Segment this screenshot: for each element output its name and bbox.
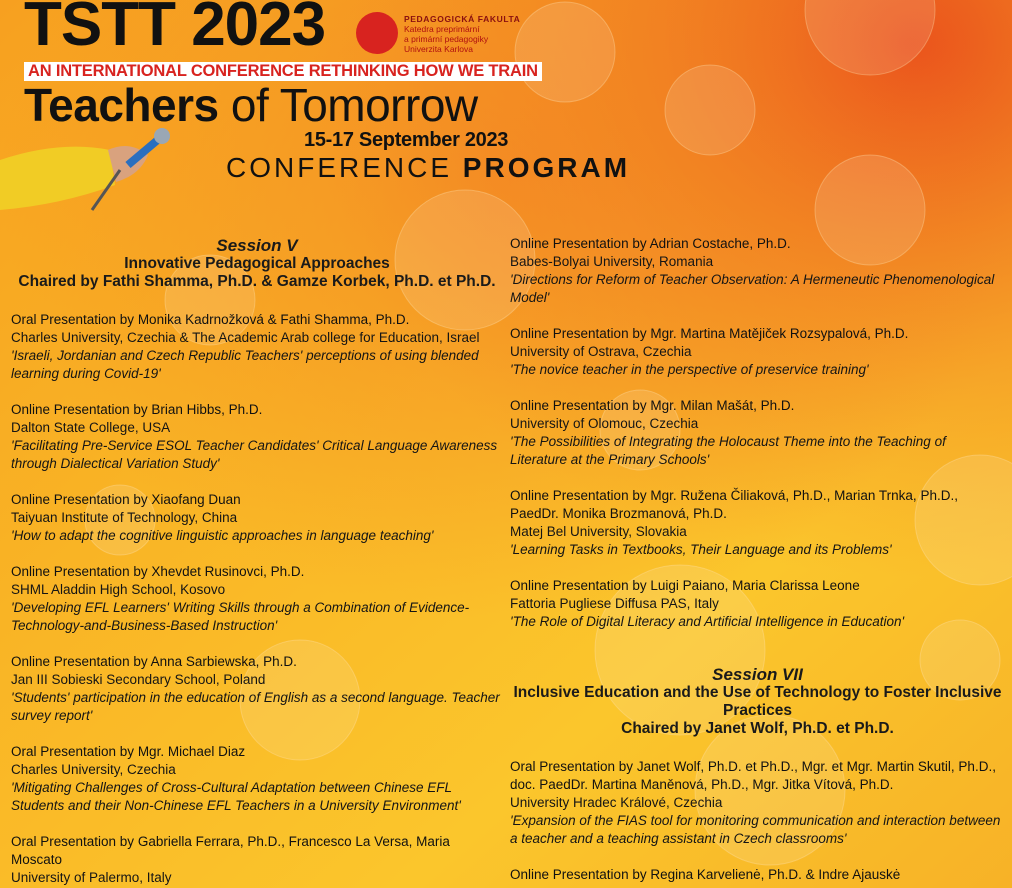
presentation-title: 'Mitigating Challenges of Cross-Cultural Adaptation between Chinese EFL Students and their Non-Chinese EFL Teachers in a University Environment' bbox=[11, 780, 461, 813]
presentation-title: 'Directions for Reform of Teacher Observation: A Hermeneutic Phenomenological Model' bbox=[510, 272, 995, 305]
affiliation: Taiyuan Institute of Technology, China bbox=[11, 510, 238, 525]
session-v-heading bbox=[11, 237, 503, 291]
conference-title: TSTT 2023 bbox=[24, 0, 326, 59]
presentation-entry bbox=[510, 758, 1005, 848]
conference-program-heading: CONFERENCE PROGRAM bbox=[226, 152, 631, 183]
presenter: Oral Presentation by Mgr. Michael Diaz bbox=[11, 744, 246, 759]
presenter: Oral Presentation by Monika Kadrnožková & Fathi Shamma, Ph.D. bbox=[11, 312, 410, 327]
faculty-logo-icon bbox=[356, 12, 398, 54]
presentation-title: 'Facilitating Pre-Service ESOL Teacher Candidates' Critical Language Awareness through Dialectical Variation Study' bbox=[11, 438, 498, 471]
affiliation: University Hradec Králové, Czechia bbox=[510, 795, 723, 810]
presentation-entry bbox=[510, 487, 1005, 559]
session-chair: Chaired by Janet Wolf, Ph.D. et Ph.D. bbox=[621, 720, 894, 737]
affiliation: University of Palermo, Italy bbox=[11, 870, 172, 885]
presenter: Online Presentation by Mgr. Martina Matějiček Rozsypalová, Ph.D. bbox=[510, 326, 909, 341]
session-topic: Inclusive Education and the Use of Technology to Foster Inclusive Practices bbox=[513, 684, 1002, 719]
presenter: Online Presentation by Brian Hibbs, Ph.D. bbox=[11, 402, 263, 417]
presenter: Online Presentation by Adrian Costache, Ph.D. bbox=[510, 236, 791, 251]
affiliation: University of Olomouc, Czechia bbox=[510, 416, 699, 431]
affiliation: Babes-Bolyai University, Romania bbox=[510, 254, 714, 269]
session-name: Session V bbox=[216, 236, 298, 255]
conference-dates: 15-17 September 2023 bbox=[304, 129, 509, 151]
presenter: Online Presentation by Luigi Paiano, Maria Clarissa Leone bbox=[510, 578, 860, 593]
presenter: Online Presentation by Xhevdet Rusinovci, Ph.D. bbox=[11, 564, 305, 579]
session-chair: Chaired by Fathi Shamma, Ph.D. & Gamze Korbek, Ph.D. et Ph.D. bbox=[18, 273, 496, 290]
affiliation: Charles University, Czechia & The Academic Arab college for Education, Israel bbox=[11, 330, 480, 345]
presentation-entry bbox=[510, 397, 1005, 469]
session-name: Session VII bbox=[712, 665, 803, 684]
presentation-entry bbox=[11, 743, 503, 815]
presenter: Oral Presentation by Janet Wolf, Ph.D. et Ph.D., Mgr. et Mgr. Martin Skutil, Ph.D., doc. PaedDr. Martina Maněnová, Ph.D., Mgr. Jitka Vítová, Ph.D. bbox=[510, 759, 996, 792]
presentation-entry bbox=[11, 491, 503, 545]
presentation-title: 'Students' participation in the education of English as a second language. Teacher survey report' bbox=[11, 690, 500, 723]
presentation-entry bbox=[510, 235, 1005, 307]
presentation-title: 'The Possibilities of Integrating the Holocaust Theme into the Teaching of Literature at the Primary Schools' bbox=[510, 434, 946, 467]
affiliation: SHML Aladdin High School, Kosovo bbox=[11, 582, 226, 597]
affiliation: Fattoria Pugliese Diffusa PAS, Italy bbox=[510, 596, 719, 611]
presenter: Online Presentation by Anna Sarbiewska, Ph.D. bbox=[11, 654, 297, 669]
presenter: Online Presentation by Xiaofang Duan bbox=[11, 492, 241, 507]
presenter: Online Presentation by Mgr. Milan Mašát, Ph.D. bbox=[510, 398, 795, 413]
affiliation: Dalton State College, USA bbox=[11, 420, 171, 435]
presentation-entry bbox=[11, 401, 503, 473]
affiliation: Charles University, Czechia bbox=[11, 762, 176, 777]
affiliation: Jan III Sobieski Secondary School, Poland bbox=[11, 672, 266, 687]
presentation-title: 'Expansion of the FIAS tool for monitoring communication and interaction between a teacher and a teaching assistant in Czech classrooms' bbox=[510, 813, 1001, 846]
presenter: Online Presentation by Mgr. Ružena Čiliaková, Ph.D., Marian Trnka, Ph.D., PaedDr. Monika Brozmanová, Ph.D. bbox=[510, 488, 958, 521]
presentation-entry bbox=[11, 833, 503, 888]
session-vii-heading bbox=[510, 666, 1005, 738]
presentation-entry bbox=[11, 311, 503, 383]
faculty-logo-text: PEDAGOGICKÁ FAKULTA Katedra preprimární a primární pedagogiky Univerzita Karlova bbox=[404, 14, 521, 54]
presentation-entry bbox=[11, 563, 503, 635]
presenter: Oral Presentation by Gabriella Ferrara, Ph.D., Francesco La Versa, Maria Moscato bbox=[11, 834, 450, 867]
presentation-title: 'How to adapt the cognitive linguistic approaches in language teaching' bbox=[11, 528, 434, 543]
presentation-entry bbox=[510, 325, 1005, 379]
session-topic: Innovative Pedagogical Approaches bbox=[124, 255, 390, 272]
presentation-title: 'The novice teacher in the perspective of preservice training' bbox=[510, 362, 869, 377]
presentation-entry bbox=[510, 577, 1005, 631]
affiliation: Matej Bel University, Slovakia bbox=[510, 524, 687, 539]
presentation-title: 'Israeli, Jordanian and Czech Republic Teachers' perceptions of using blended learning during Covid-19' bbox=[11, 348, 479, 381]
presentation-title: 'The Role of Digital Literacy and Artificial Intelligence in Education' bbox=[510, 614, 905, 629]
presenter: Online Presentation by Regina Karvelienė, Ph.D. & Indre Ajauskė bbox=[510, 867, 901, 882]
teachers-of-tomorrow-heading: Teachers of Tomorrow bbox=[24, 79, 478, 131]
presentation-entry bbox=[11, 653, 503, 725]
conference-subtitle: AN INTERNATIONAL CONFERENCE RETHINKING HOW WE TRAIN bbox=[24, 62, 542, 81]
presentation-title: 'Learning Tasks in Textbooks, Their Language and its Problems' bbox=[510, 542, 892, 557]
presentation-title: 'Developing EFL Learners' Writing Skills through a Combination of Evidence-Technology-and-Business-Based Instruction' bbox=[11, 600, 470, 633]
affiliation: University of Ostrava, Czechia bbox=[510, 344, 692, 359]
presentation-entry bbox=[510, 866, 1005, 888]
